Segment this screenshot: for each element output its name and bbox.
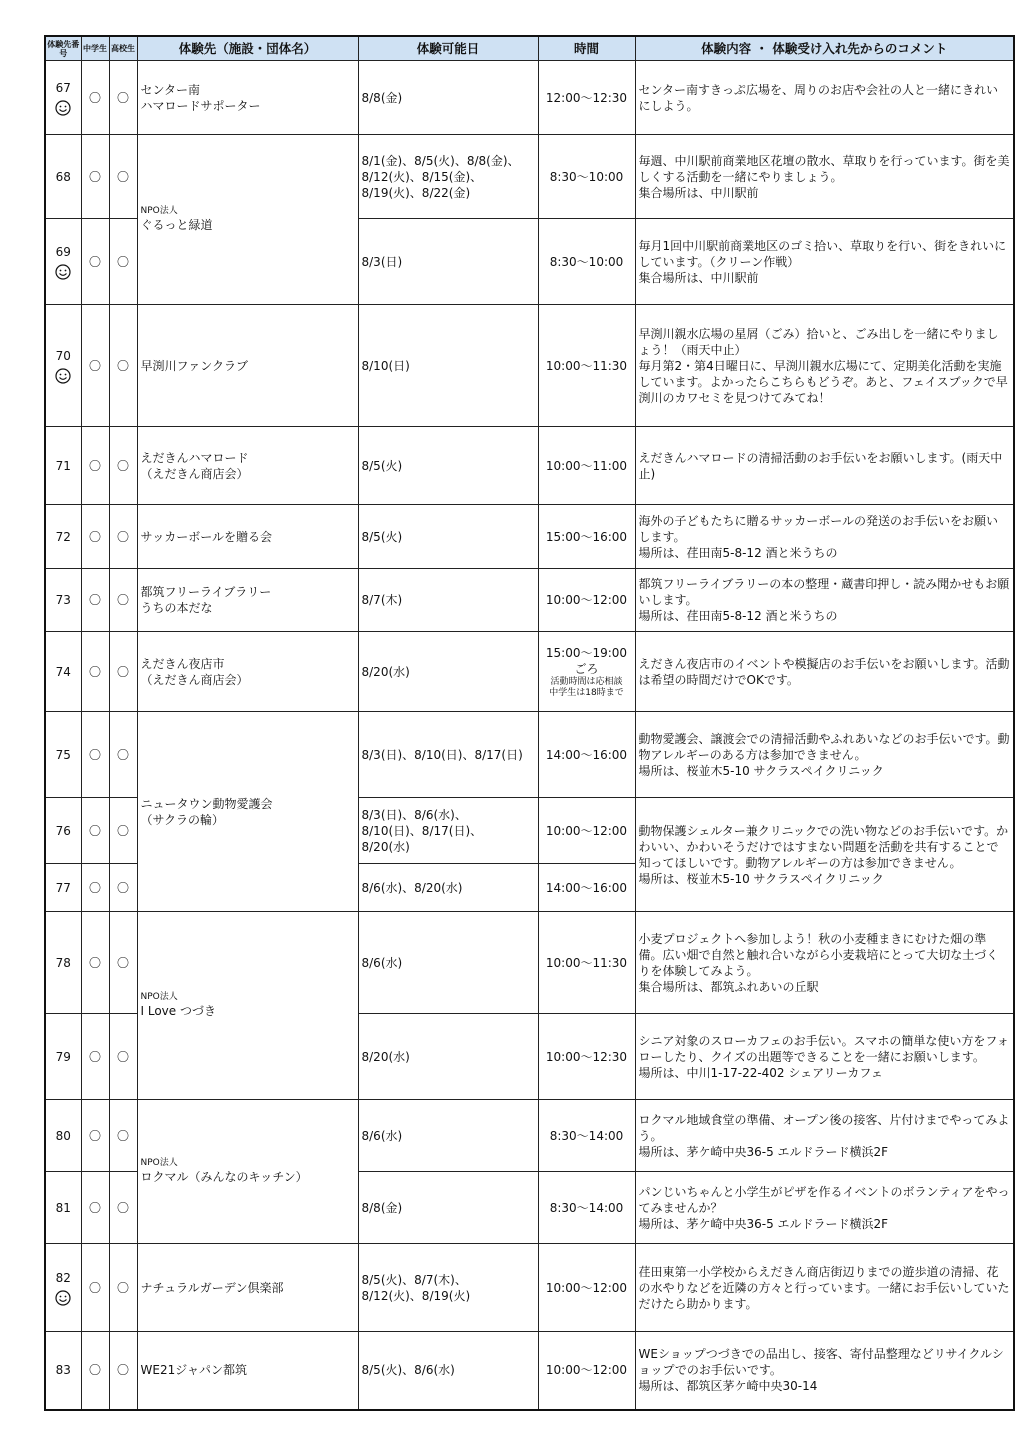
row-number: 75: [45, 712, 81, 798]
time-cell: 8:30～14:00: [538, 1100, 635, 1172]
time-cell: 8:30～10:00: [538, 219, 635, 305]
org-title: I Love つづき: [140, 1004, 216, 1018]
header-row: [45, 36, 1014, 61]
row-number: 67: [45, 61, 81, 135]
row-number: 69: [45, 219, 81, 305]
dates-cell: 8/3(日)、8/6(水)、 8/10(日)、8/17(日)、 8/20(水): [358, 798, 538, 864]
row-number: 71: [45, 427, 81, 505]
jh-mark: 〇: [81, 1244, 109, 1332]
hs-mark: 〇: [109, 1172, 137, 1244]
dates-cell: 8/1(金)、8/5(火)、8/8(金)、 8/12(火)、8/15(金)、 8/19(火)、8/22(金): [358, 135, 538, 219]
hs-mark: 〇: [109, 632, 137, 712]
table-row: [45, 632, 1014, 712]
jh-mark: 〇: [81, 912, 109, 1014]
jh-mark: 〇: [81, 864, 109, 912]
jh-mark: 〇: [81, 219, 109, 305]
smiley-icon: [55, 1290, 71, 1306]
header-hs: 高校生: [109, 36, 137, 61]
table-row: [45, 135, 1014, 219]
jh-mark: 〇: [81, 305, 109, 427]
dates-cell: 8/5(火)、8/7(木)、 8/12(火)、8/19(火): [358, 1244, 538, 1332]
hs-mark: 〇: [109, 569, 137, 632]
row-number: 68: [45, 135, 81, 219]
time-cell: 12:00～12:30: [538, 61, 635, 135]
smiley-icon: [55, 368, 71, 384]
table-row: [45, 305, 1014, 427]
row-number: 72: [45, 505, 81, 569]
header-org: 体験先（施設・団体名）: [137, 36, 358, 61]
time-cell: 10:00～12:30: [538, 1014, 635, 1100]
table-row: [45, 427, 1014, 505]
volunteer-table: [44, 35, 1015, 1411]
dates-cell: 8/6(水): [358, 912, 538, 1014]
comment-cell: WEショップつづきでの品出し、接客、寄付品整理などリサイクルショップでのお手伝いです。 場所は、都筑区茅ケ崎中央30-14: [635, 1332, 1014, 1410]
org-name: ニュータウン動物愛護会 （サクラの輪）: [137, 712, 358, 912]
org-title: ロクマル（みんなのキッチン）: [140, 1170, 308, 1184]
dates-cell: 8/6(水)、8/20(水): [358, 864, 538, 912]
jh-mark: 〇: [81, 1172, 109, 1244]
comment-cell: 荏田東第一小学校からえだきん商店街辺りまでの遊歩道の清掃、花の水やりなどを近隣の方々と行っています。一緒にお手伝いしていただけたら助かります。: [635, 1244, 1014, 1332]
dates-cell: 8/5(火)、8/6(水): [358, 1332, 538, 1410]
comment-cell: 都筑フリーライブラリーの本の整理・蔵書印押し・読み聞かせもお願いします。 場所は、荏田南5-8-12 酒と米うちの: [635, 569, 1014, 632]
jh-mark: 〇: [81, 1100, 109, 1172]
jh-mark: 〇: [81, 632, 109, 712]
org-prefix: NPO法人: [140, 206, 178, 216]
dates-cell: 8/6(水): [358, 1100, 538, 1172]
dates-cell: 8/8(金): [358, 61, 538, 135]
time-cell: 15:00～16:00: [538, 505, 635, 569]
table-row: [45, 1100, 1014, 1172]
hs-mark: 〇: [109, 1332, 137, 1410]
jh-mark: 〇: [81, 61, 109, 135]
org-name: えだきんハマロード （えだきん商店会）: [137, 427, 358, 505]
org-name: 早渕川ファンクラブ: [137, 305, 358, 427]
time-cell: 10:00～11:30: [538, 912, 635, 1014]
hs-mark: 〇: [109, 1014, 137, 1100]
hs-mark: 〇: [109, 798, 137, 864]
row-number: 80: [45, 1100, 81, 1172]
org-prefix: NPO法人: [140, 1158, 178, 1168]
time-note: 活動時間は応相談 中学生は18時まで: [549, 676, 624, 698]
time-cell: 8:30～10:00: [538, 135, 635, 219]
hs-mark: 〇: [109, 505, 137, 569]
comment-cell: 動物保護シェルター兼クリニックでの洗い物などのお手伝いです。かわいい、かわいそうだけではすまない問題を活動を共有することで知ってほしいです。動物アレルギーの方は参加できません。 場所は、桜並木5-10 サクラスペイクリニック: [635, 798, 1014, 912]
dates-cell: 8/3(日): [358, 219, 538, 305]
smiley-icon: [55, 264, 71, 280]
time-cell: 10:00～12:00: [538, 798, 635, 864]
row-number: 76: [45, 798, 81, 864]
time-value: 15:00～19:00 ごろ: [545, 645, 628, 676]
table-row: [45, 912, 1014, 1014]
org-title: ぐるっと緑道: [140, 218, 213, 232]
row-number: 78: [45, 912, 81, 1014]
hs-mark: 〇: [109, 864, 137, 912]
header-no: 体験先番号: [45, 36, 81, 61]
comment-cell: 毎週、中川駅前商業地区花壇の散水、草取りを行っています。街を美しくする活動を一緒にやりましょう。 集合場所は、中川駅前: [635, 135, 1014, 219]
hs-mark: 〇: [109, 1100, 137, 1172]
row-number: 83: [45, 1332, 81, 1410]
org-name: サッカーボールを贈る会: [137, 505, 358, 569]
hs-mark: 〇: [109, 427, 137, 505]
row-number: 81: [45, 1172, 81, 1244]
hs-mark: 〇: [109, 61, 137, 135]
comment-cell: センター南すきっぷ広場を、周りのお店や会社の人と一緒にきれいにしよう。: [635, 61, 1014, 135]
header-dates: 体験可能日: [358, 36, 538, 61]
dates-cell: 8/8(金): [358, 1172, 538, 1244]
org-name: センター南 ハマロードサポーター: [137, 61, 358, 135]
jh-mark: 〇: [81, 1014, 109, 1100]
dates-cell: 8/7(木): [358, 569, 538, 632]
time-cell: 14:00～16:00: [538, 712, 635, 798]
comment-cell: 海外の子どもたちに贈るサッカーボールの発送のお手伝いをお願いします。 場所は、荏田南5-8-12 酒と米うちの: [635, 505, 1014, 569]
jh-mark: 〇: [81, 427, 109, 505]
header-time: 時間: [538, 36, 635, 61]
time-cell: 10:00～12:00: [538, 569, 635, 632]
org-name: えだきん夜店市 （えだきん商店会）: [137, 632, 358, 712]
header-jh: 中学生: [81, 36, 109, 61]
time-cell: 10:00～12:00: [538, 1332, 635, 1410]
comment-cell: えだきんハマロードの清掃活動のお手伝いをお願いします。(雨天中止): [635, 427, 1014, 505]
comment-cell: ロクマル地域食堂の準備、オープン後の接客、片付けまでやってみよう。 場所は、茅ケ崎中央36-5 エルドラード横浜2F: [635, 1100, 1014, 1172]
hs-mark: 〇: [109, 135, 137, 219]
jh-mark: 〇: [81, 712, 109, 798]
hs-mark: 〇: [109, 712, 137, 798]
time-cell: 8:30～14:00: [538, 1172, 635, 1244]
dates-cell: 8/20(水): [358, 1014, 538, 1100]
header-comment: 体験内容 ・ 体験受け入れ先からのコメント: [635, 36, 1014, 61]
org-name: [137, 912, 358, 1100]
comment-cell: 早渕川親水広場の星屑（ごみ）拾いと、ごみ出しを一緒にやりましょう！（雨天中止） 毎月第2・第4日曜日に、早渕川親水広場にて、定期美化活動を実施しています。よかったらこちらもどうぞ。あと、フェイスブックで早渕川のカワセミを見つけてみてね！: [635, 305, 1014, 427]
org-name: 都筑フリーライブラリー うちの本だな: [137, 569, 358, 632]
time-cell: 14:00～16:00: [538, 864, 635, 912]
hs-mark: 〇: [109, 219, 137, 305]
hs-mark: 〇: [109, 305, 137, 427]
comment-cell: 小麦プロジェクトへ参加しよう！秋の小麦種まきにむけた畑の準備。広い畑で自然と触れ合いながら小麦栽培にとって大切な土づくりを体験してみよう。 集合場所は、都筑ふれあいの丘駅: [635, 912, 1014, 1014]
comment-cell: 動物愛護会、譲渡会での清掃活動やふれあいなどのお手伝いです。動物アレルギーのある方は参加できません。 場所は、桜並木5-10 サクラスペイクリニック: [635, 712, 1014, 798]
time-cell: 10:00～11:00: [538, 427, 635, 505]
time-cell: 10:00～12:00: [538, 1244, 635, 1332]
table-row: [45, 1332, 1014, 1410]
comment-cell: えだきん夜店市のイベントや模擬店のお手伝いをお願いします。活動は希望の時間だけでOKです。: [635, 632, 1014, 712]
table-row: [45, 61, 1014, 135]
hs-mark: 〇: [109, 1244, 137, 1332]
jh-mark: 〇: [81, 798, 109, 864]
org-name: [137, 1100, 358, 1244]
hs-mark: 〇: [109, 912, 137, 1014]
jh-mark: 〇: [81, 1332, 109, 1410]
jh-mark: 〇: [81, 135, 109, 219]
org-prefix: NPO法人: [140, 992, 178, 1002]
table-row: [45, 712, 1014, 798]
org-name: [137, 135, 358, 305]
comment-cell: パンじいちゃんと小学生がピザを作るイベントのボランティアをやってみませんか？ 場所は、茅ケ崎中央36-5 エルドラード横浜2F: [635, 1172, 1014, 1244]
dates-cell: 8/5(火): [358, 427, 538, 505]
dates-cell: 8/10(日): [358, 305, 538, 427]
jh-mark: 〇: [81, 505, 109, 569]
table-row: [45, 505, 1014, 569]
row-number: 77: [45, 864, 81, 912]
smiley-icon: [55, 100, 71, 116]
row-number: 73: [45, 569, 81, 632]
table-row: [45, 569, 1014, 632]
org-name: ナチュラルガーデン倶楽部: [137, 1244, 358, 1332]
time-cell: [538, 632, 635, 712]
comment-cell: 毎月1回中川駅前商業地区のゴミ拾い、草取りを行い、街をきれいにしています。（クリーン作戦） 集合場所は、中川駅前: [635, 219, 1014, 305]
time-cell: 10:00～11:30: [538, 305, 635, 427]
dates-cell: 8/5(火): [358, 505, 538, 569]
comment-cell: シニア対象のスローカフェのお手伝い。スマホの簡単な使い方をフォローしたり、クイズの出題等できることを一緒にお願いします。 場所は、中川1-17-22-402 シェアリーカフェ: [635, 1014, 1014, 1100]
row-number: 74: [45, 632, 81, 712]
dates-cell: 8/3(日)、8/10(日)、8/17(日): [358, 712, 538, 798]
row-number: 70: [45, 305, 81, 427]
row-number: 82: [45, 1244, 81, 1332]
jh-mark: 〇: [81, 569, 109, 632]
row-number: 79: [45, 1014, 81, 1100]
dates-cell: 8/20(水): [358, 632, 538, 712]
table-row: [45, 1244, 1014, 1332]
org-name: WE21ジャパン都筑: [137, 1332, 358, 1410]
